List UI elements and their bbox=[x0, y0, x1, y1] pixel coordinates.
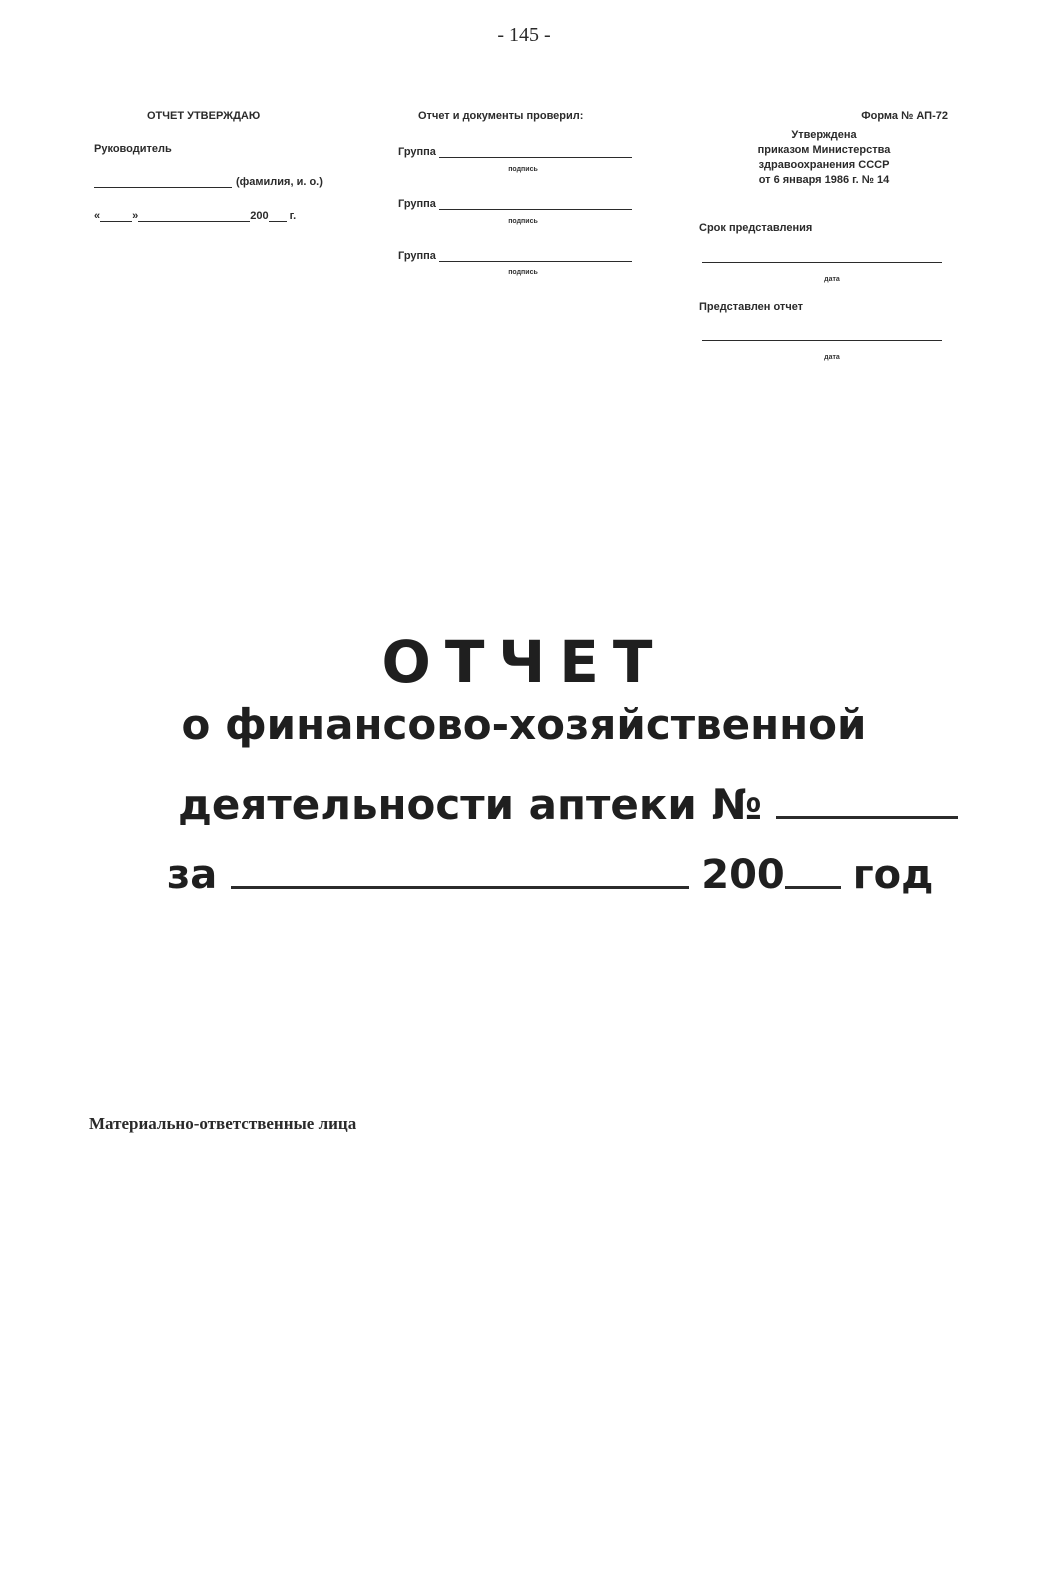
period-line[interactable] bbox=[231, 886, 689, 889]
fio-caption: (фамилия, и. о.) bbox=[236, 176, 323, 188]
approved-line-3: здравоохранения СССР bbox=[758, 159, 890, 171]
head-label: Руководитель bbox=[94, 143, 172, 155]
report-subtitle-2 bbox=[178, 780, 958, 829]
period-year-prefix: 200 bbox=[701, 852, 785, 898]
day-line[interactable] bbox=[100, 221, 132, 222]
period-year-line[interactable] bbox=[785, 886, 841, 889]
year-line[interactable] bbox=[269, 221, 287, 222]
form-number: Форма № АП-72 bbox=[861, 110, 948, 122]
submitted-date-caption: дата bbox=[824, 354, 840, 361]
approved-line-1: Утверждена bbox=[791, 129, 857, 141]
pharmacy-number-line[interactable] bbox=[776, 816, 958, 819]
group-row-2 bbox=[398, 198, 632, 210]
close-quote: » bbox=[132, 210, 139, 222]
deadline-date-caption: дата bbox=[824, 276, 840, 283]
submitted-date-line[interactable] bbox=[702, 340, 942, 341]
deadline-date-line[interactable] bbox=[702, 262, 942, 263]
year-suffix: г. bbox=[289, 210, 297, 222]
month-line[interactable] bbox=[138, 221, 250, 222]
approved-line-4: от 6 января 1986 г. № 14 bbox=[758, 174, 890, 186]
group-label-1: Группа bbox=[398, 146, 436, 158]
report-subtitle-1: о финансово-хозяйственной bbox=[181, 700, 867, 749]
page-number: - 145 - bbox=[497, 24, 551, 46]
group-signature-line-2[interactable] bbox=[439, 209, 632, 210]
report-title: ОТЧЕТ bbox=[381, 628, 667, 696]
year-prefix: 200 bbox=[250, 210, 269, 222]
approved-line-2: приказом Министерства bbox=[757, 144, 891, 156]
signature-caption-1: подпись bbox=[508, 166, 538, 173]
signature-caption-3: подпись bbox=[508, 269, 538, 276]
responsible-persons: Материально-ответственные лица bbox=[89, 1114, 357, 1133]
open-quote: « bbox=[94, 210, 101, 222]
group-label-3: Группа bbox=[398, 250, 436, 262]
period-year-suffix: год bbox=[852, 852, 934, 898]
deadline-label: Срок представления bbox=[699, 222, 813, 234]
approved-by-order bbox=[700, 128, 948, 188]
approval-title: ОТЧЕТ УТВЕРЖДАЮ bbox=[147, 110, 261, 122]
group-row-3 bbox=[398, 250, 632, 262]
approval-date-row bbox=[94, 210, 296, 222]
fio-row bbox=[94, 176, 323, 188]
fio-line[interactable] bbox=[94, 187, 232, 188]
group-row-1 bbox=[398, 146, 632, 158]
checked-title: Отчет и документы проверил: bbox=[418, 110, 584, 122]
signature-caption-2: подпись bbox=[508, 218, 538, 225]
group-signature-line-1[interactable] bbox=[439, 157, 632, 158]
submitted-label: Представлен отчет bbox=[699, 301, 804, 313]
group-signature-line-3[interactable] bbox=[439, 261, 632, 262]
period-za-label: за bbox=[167, 852, 218, 898]
group-label-2: Группа bbox=[398, 198, 436, 210]
pharmacy-label: деятельности аптеки № bbox=[178, 780, 762, 829]
report-period-row bbox=[167, 852, 933, 898]
